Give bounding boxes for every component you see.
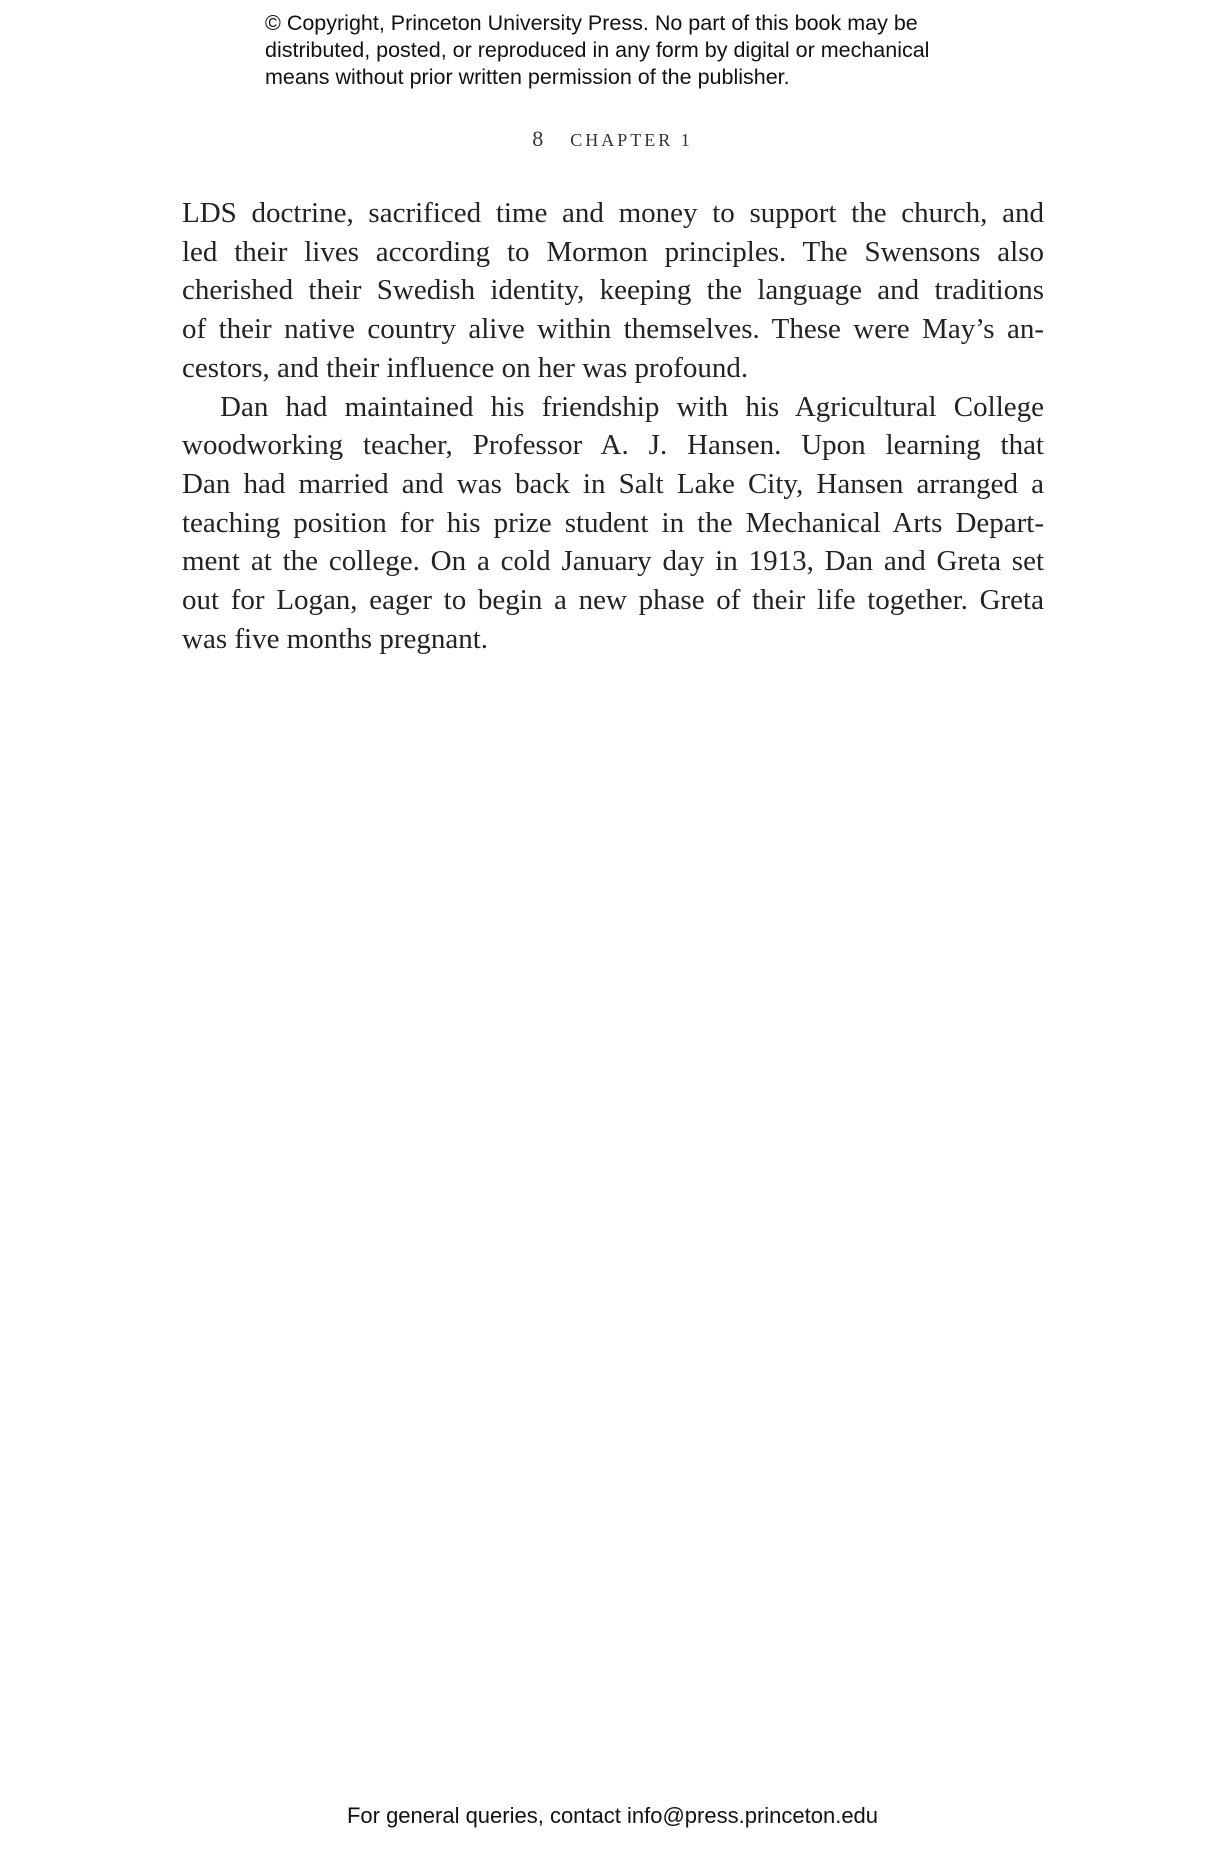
text-line: ment at the college. On a cold January day in 1913, Dan and Greta set	[182, 545, 1044, 578]
text-line: cestors, and their influence on her was profound.	[182, 351, 749, 384]
paragraph-2	[182, 388, 1044, 659]
text-line: woodworking teacher, Professor A. J. Hansen. Upon learning that	[182, 429, 1044, 462]
copyright-line: distributed, posted, or reproduced in any form by digital or mechanical	[265, 38, 930, 62]
text-line: of their native country alive within themselves. These were May’s an-	[182, 313, 1044, 346]
text-line: out for Logan, eager to begin a new phase of their life together. Greta	[182, 584, 1044, 617]
text-line: Dan had maintained his friendship with his Agricultural College	[220, 390, 1044, 423]
page-number: 8	[532, 126, 545, 151]
text-line: was five months pregnant.	[182, 622, 489, 655]
chapter-label: CHAPTER 1	[570, 130, 693, 150]
text-line: led their lives according to Mormon principles. The Swensons also	[182, 235, 1044, 268]
paragraph-1	[182, 194, 1044, 388]
copyright-line: means without prior written permission of the publisher.	[265, 65, 790, 89]
footer-contact: For general queries, contact info@press.princeton.edu	[346, 1803, 879, 1828]
text-line: LDS doctrine, sacrificed time and money to support the church, and	[182, 197, 1044, 229]
text-line: cherished their Swedish identity, keeping the language and traditions	[182, 274, 1044, 307]
text-line: teaching position for his prize student in the Mechanical Arts Depart-	[182, 506, 1044, 539]
copyright-notice	[265, 10, 985, 91]
body-text	[182, 194, 1044, 658]
text-line: Dan had married and was back in Salt Lake City, Hansen arranged a	[182, 467, 1044, 500]
copyright-line: © Copyright, Princeton University Press. No part of this book may be	[265, 11, 918, 35]
running-head	[0, 126, 1225, 152]
